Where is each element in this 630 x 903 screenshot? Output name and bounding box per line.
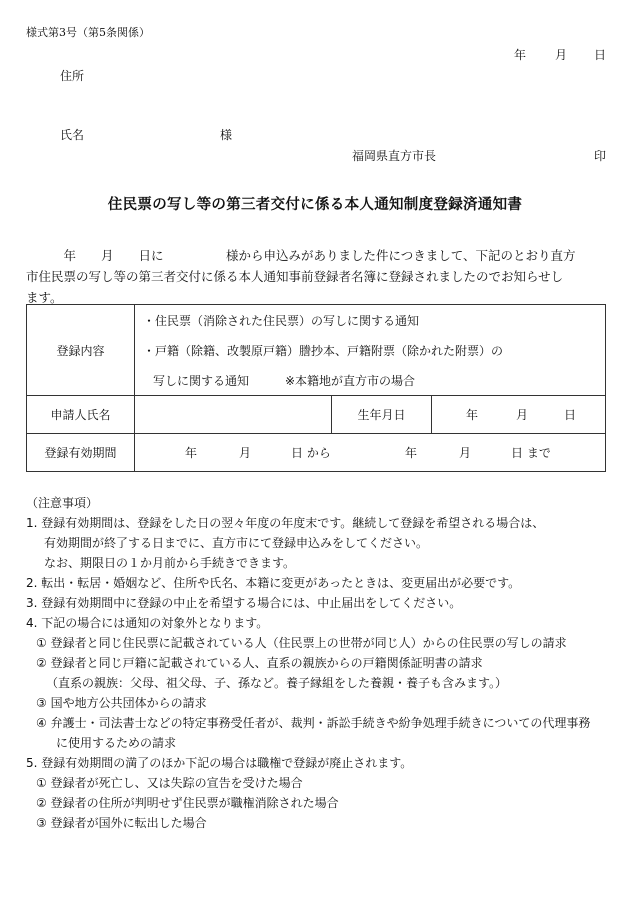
note-4-item-4-cont: に使用するための請求 [56,736,177,750]
from-day: 日 から [291,446,331,460]
note-2: 2. 転出・転居・婚姻など、住所や氏名、本籍に変更があったときは、変更届出が必要です。 [26,576,521,590]
body-line-2: 市住民票の写し等の第三者交付に係る本人通知事前登録者名簿に登録されましたのでお知らせし [26,269,564,284]
note-4-item-2-detail: （直系の親族：父母、祖父母、子、孫など。養子縁組をした養親・養子も含みます。） [46,676,508,690]
from-month: 月 [239,446,252,460]
registration-line-3: 写しに関する通知 ※本籍地が直方市の場合 [153,374,416,388]
applicant-name-field[interactable] [135,396,332,434]
to-day: 日 まで [511,446,551,460]
date-day: 日 [594,48,607,62]
form-number: 様式第3号（第5条関係） [26,26,150,39]
applicant-name-label: 申請人氏名 [27,396,135,434]
validity-row [27,434,606,472]
name-label: 氏名 [60,128,85,142]
note-4: 4. 下記の場合には通知の対象外となります。 [26,616,269,630]
note-5-item-2: ② 登録者の住所が判明せず住民票が職権消除された場合 [36,796,339,810]
date-month: 月 [555,48,568,62]
to-year: 年 [405,446,418,460]
registration-line-1: ・住民票（消除された住民票）の写しに関する通知 [143,314,420,328]
birthdate-label: 生年月日 [332,396,432,434]
seal-label: 印 [594,149,607,163]
note-1-cont: 有効期間が終了する日までに、直方市にて登録申込みをしてください。 [44,536,429,550]
validity-period-field[interactable] [135,434,606,472]
registration-content-label: 登録内容 [27,305,135,396]
applicant-row [27,396,606,434]
validity-period-label: 登録有効期間 [27,434,135,472]
note-4-item-3: ③ 国や地方公共団体からの請求 [36,696,207,710]
note-1: 1. 登録有効期間は、登録をした日の翌々年度の年度末です。継続して登録を希望される場合は、 [26,516,545,530]
birthdate-field[interactable] [432,396,606,434]
registration-content-cell [135,305,606,396]
note-4-item-4: ④ 弁護士・司法書士などの特定事務受任者が、裁判・訴訟手続きや紛争処理手続きについての代理事務 [36,716,591,730]
note-4-item-1: ① 登録者と同じ住民票に記載されている人（住民票上の世帯が同じ人）からの住民票の写しの請求 [36,636,567,650]
note-1-cont-2: なお、期限日の１か月前から手続きできます。 [44,556,296,570]
to-month: 月 [459,446,472,460]
note-5-item-1: ① 登録者が死亡し、又は失踪の宣告を受けた場合 [36,776,303,790]
registration-line-2: ・戸籍（除籍、改製原戸籍）謄抄本、戸籍附票（除かれた附票）の [143,344,504,358]
birth-day: 日 [564,408,577,422]
from-year: 年 [185,446,198,460]
address-label: 住所 [60,69,85,83]
registration-content-row [27,305,606,396]
document-title: 住民票の写し等の第三者交付に係る本人通知制度登録済通知書 [107,197,523,213]
birth-year: 年 [466,408,479,422]
note-4-item-2: ② 登録者と同じ戸籍に記載されている人、直系の親族からの戸籍関係証明書の請求 [36,656,483,670]
body-line-1: 年 月 日に 様から申込みがありました件につきまして、下記のとおり直方 [26,248,576,263]
date-year: 年 [514,48,527,62]
birth-month: 月 [516,408,529,422]
note-5: 5. 登録有効期間の満了のほか下記の場合は職権で登録が廃止されます。 [26,756,413,770]
mayor-label: 福岡県直方市長 [352,149,437,163]
notes-heading: （注意事項） [26,496,99,510]
note-3: 3. 登録有効期間中に登録の中止を希望する場合には、中止届出をしてください。 [26,596,462,610]
sama-label: 様 [220,128,233,142]
note-5-item-3: ③ 登録者が国外に転出した場合 [36,816,207,830]
body-line-3: ます。 [26,290,63,305]
registration-table [26,304,606,472]
